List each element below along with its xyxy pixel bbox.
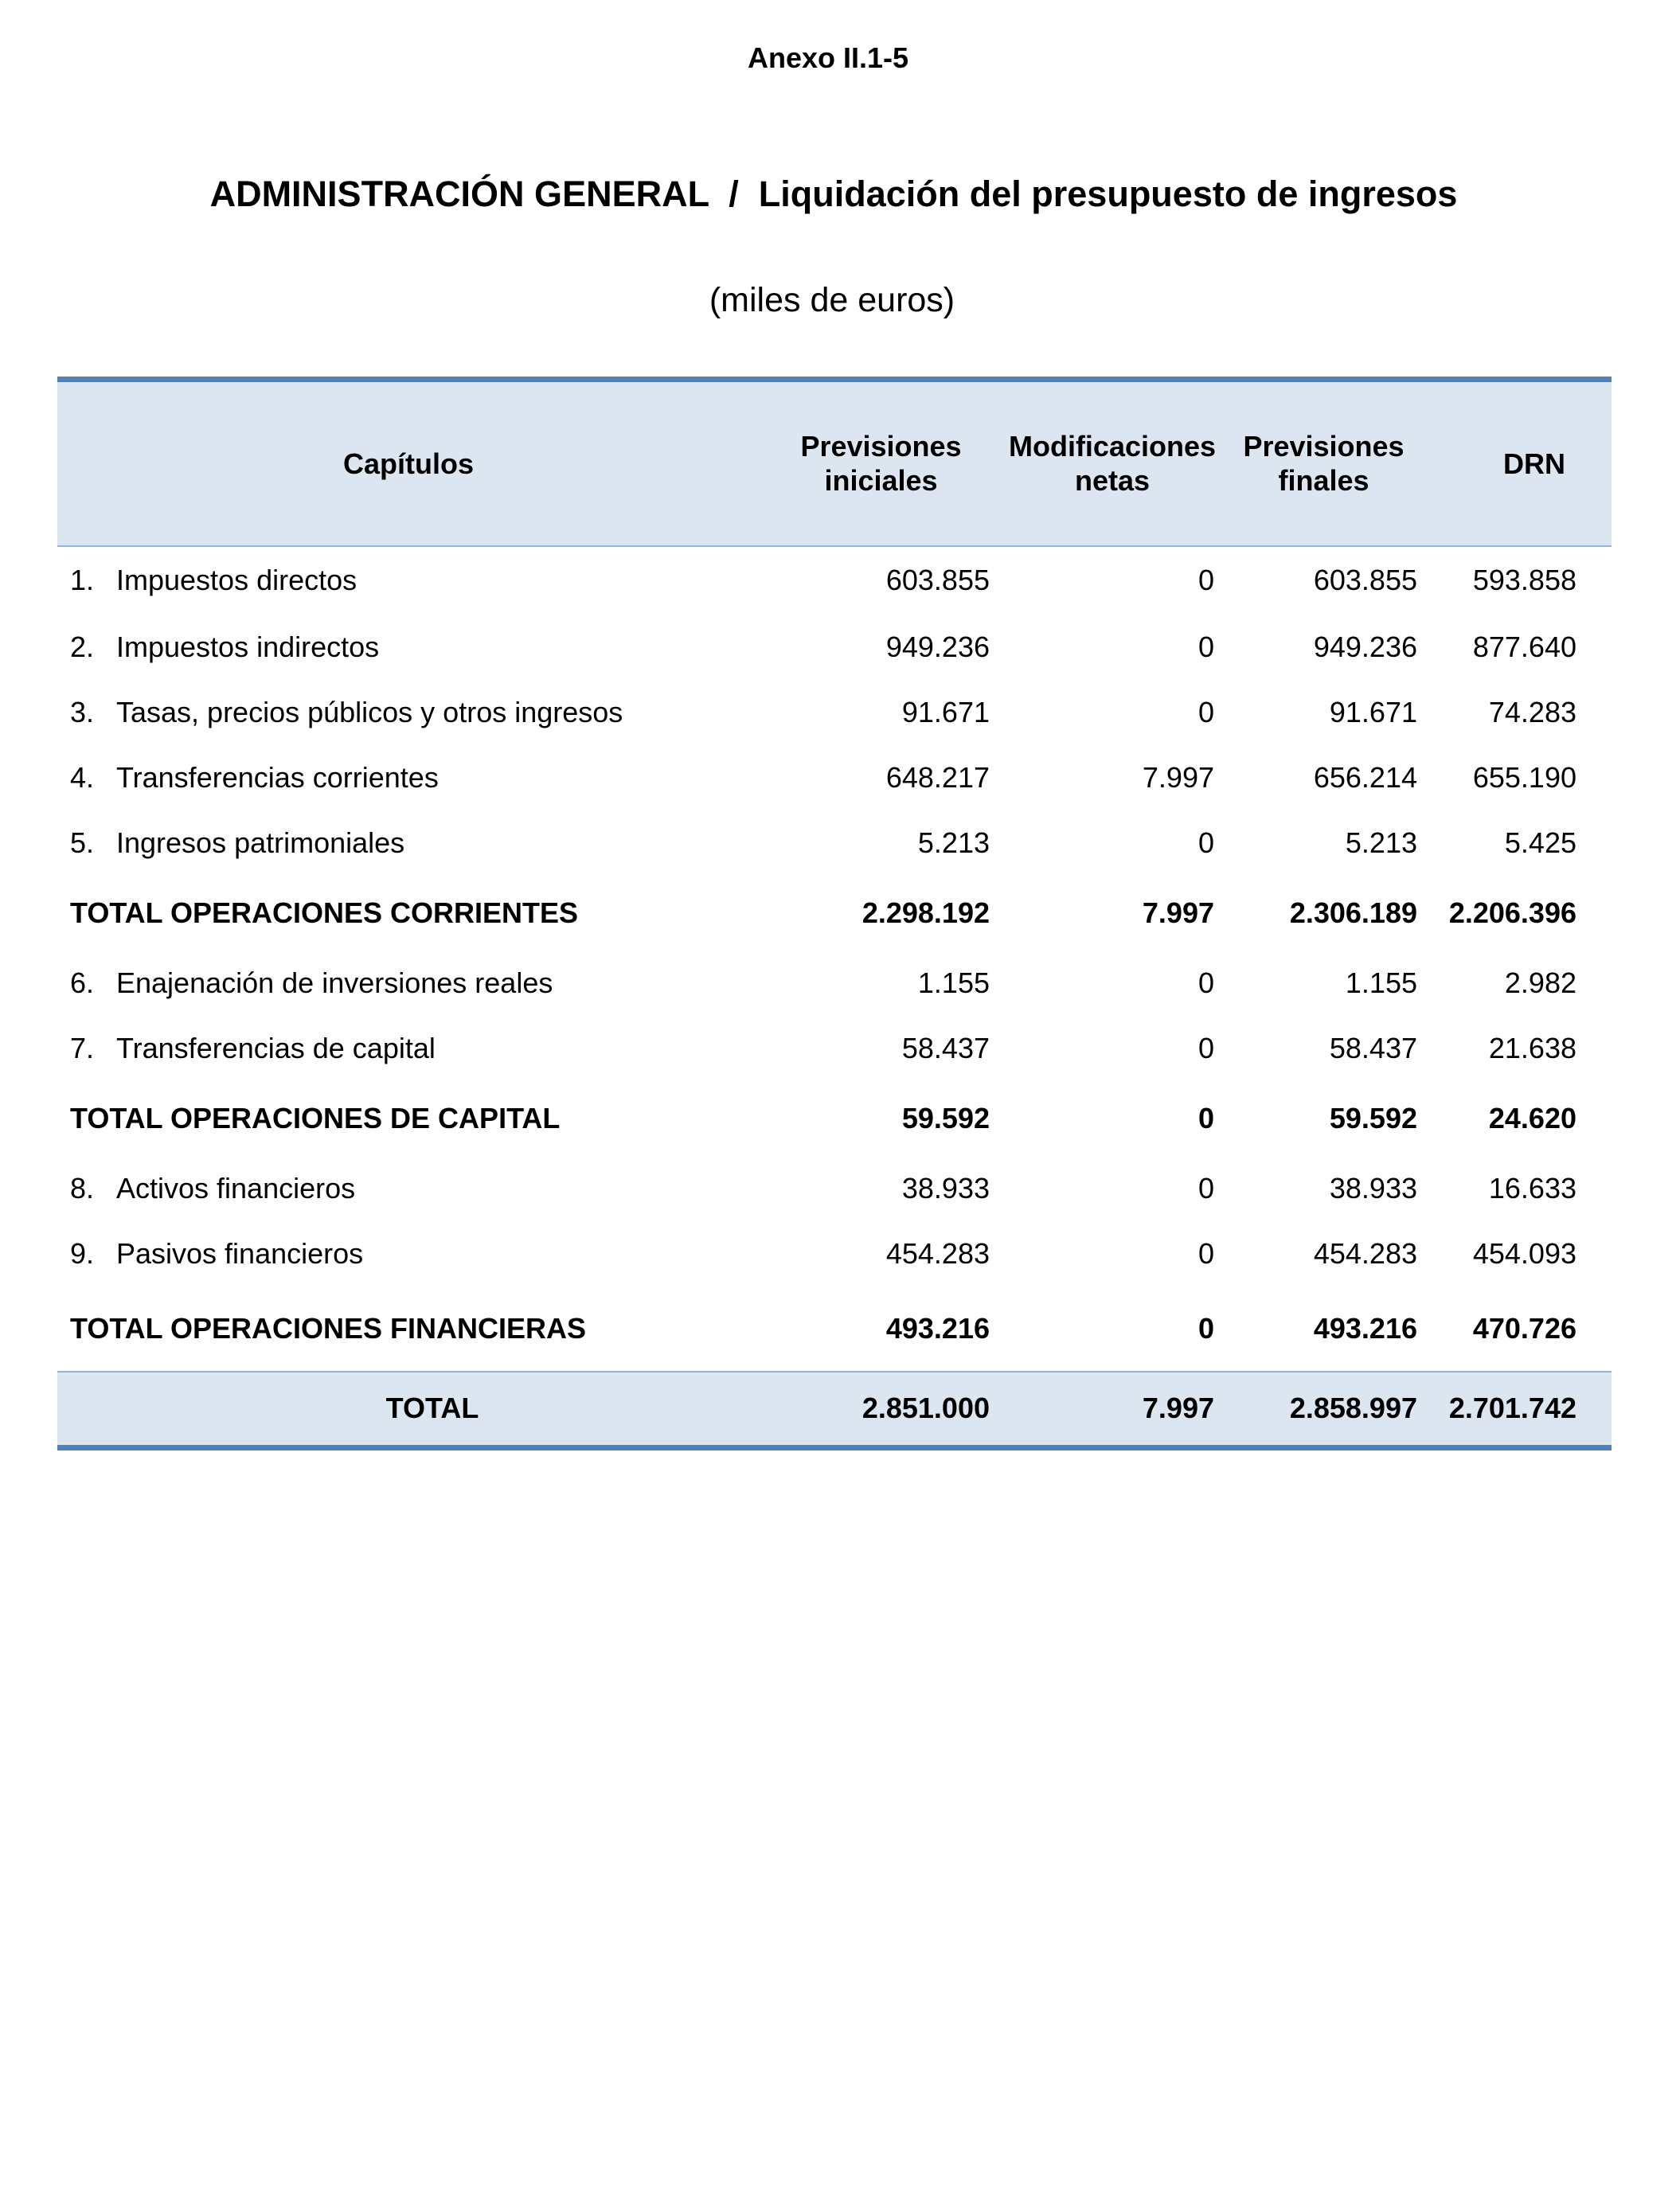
cell-net-modifications: 0 — [1197, 1236, 1214, 1270]
table-row — [57, 1156, 1612, 1221]
header-initial-forecast-line2: iniciales — [824, 464, 938, 498]
header-final-forecast-line1: Previsiones — [1243, 430, 1405, 463]
cell-net-modifications: 7.997 — [1142, 896, 1214, 929]
cell-final-forecast: 91.671 — [1329, 695, 1417, 728]
cell-drn: 21.638 — [1488, 1031, 1576, 1064]
cell-final-forecast: 949.236 — [1313, 630, 1417, 663]
cell-final-forecast: 603.855 — [1313, 564, 1417, 596]
subtotal-row-financial-operations — [57, 1287, 1612, 1372]
cell-initial-forecast: 648.217 — [885, 760, 990, 794]
row-label: Transferencias de capital — [116, 1031, 436, 1064]
header-net-modifications-line2: netas — [1074, 464, 1151, 498]
row-label-cell — [57, 1016, 760, 1081]
row-number: 7. — [70, 1031, 95, 1064]
subtotal-row-current-operations — [57, 876, 1612, 951]
cell-drn: 24.620 — [1488, 1101, 1576, 1134]
cell-drn: 470.726 — [1472, 1311, 1576, 1345]
cell-net-modifications: 0 — [1197, 564, 1214, 596]
cell-net-modifications: 0 — [1197, 826, 1214, 859]
cell-final-forecast: 656.214 — [1313, 760, 1417, 794]
table-row — [57, 615, 1612, 680]
header-final-forecast — [1222, 380, 1425, 546]
total-drn: 2.701.742 — [1425, 1372, 1612, 1448]
row-label-cell — [57, 951, 760, 1016]
cell-initial-forecast: 5.213 — [917, 826, 990, 859]
row-label-cell — [57, 745, 760, 810]
header-final-forecast-line2: finales — [1278, 464, 1369, 498]
header-chapters — [57, 380, 760, 546]
cell-drn: 2.206.396 — [1448, 896, 1576, 929]
cell-net-modifications: 0 — [1197, 1311, 1214, 1345]
units-subtitle: (miles de euros) — [709, 281, 955, 319]
cell-drn: 877.640 — [1472, 630, 1576, 663]
header-chapters-label: Capítulos — [342, 447, 474, 480]
cell-initial-forecast: 949.236 — [885, 630, 990, 663]
cell-final-forecast: 1.155 — [1345, 966, 1417, 999]
cell-net-modifications: 0 — [1197, 1171, 1214, 1205]
cell-initial-forecast: 493.216 — [885, 1311, 990, 1345]
row-label-cell — [57, 546, 760, 615]
row-label: Impuestos indirectos — [116, 630, 380, 663]
row-label-cell — [57, 615, 760, 680]
total-final-forecast: 2.858.997 — [1222, 1372, 1425, 1448]
table-row — [57, 680, 1612, 745]
row-label: Pasivos financieros — [116, 1236, 364, 1270]
cell-drn: 74.283 — [1488, 695, 1576, 728]
row-label-cell — [57, 1156, 760, 1221]
row-label: Enajenación de inversiones reales — [116, 966, 553, 999]
cell-initial-forecast: 1.155 — [917, 966, 990, 999]
cell-final-forecast: 454.283 — [1313, 1236, 1417, 1270]
subtotal-row-capital-operations — [57, 1081, 1612, 1156]
subtotal-label: TOTAL OPERACIONES FINANCIERAS — [70, 1311, 587, 1345]
row-number: 1. — [70, 564, 95, 596]
table-row — [57, 745, 1612, 810]
table-footer — [57, 1372, 1612, 1448]
header-initial-forecast-line1: Previsiones — [800, 430, 962, 463]
row-number: 9. — [70, 1236, 95, 1270]
row-number: 4. — [70, 760, 95, 794]
cell-final-forecast: 38.933 — [1329, 1171, 1417, 1205]
cell-net-modifications: 0 — [1197, 1031, 1214, 1064]
cell-initial-forecast: 38.933 — [901, 1171, 990, 1205]
cell-net-modifications: 7.997 — [1142, 760, 1214, 794]
cell-initial-forecast: 58.437 — [901, 1031, 990, 1064]
header-drn-label: DRN — [1503, 447, 1565, 480]
page-title: ADMINISTRACIÓN GENERAL / Liquidación del presupuesto de ingresos — [209, 174, 1458, 214]
revenue-budget-table — [57, 377, 1612, 1451]
cell-drn: 16.633 — [1488, 1171, 1576, 1205]
subtotal-label: TOTAL OPERACIONES CORRIENTES — [70, 896, 579, 929]
table-body — [57, 546, 1612, 1372]
cell-initial-forecast: 59.592 — [901, 1101, 990, 1134]
row-label: Impuestos directos — [116, 564, 357, 596]
cell-final-forecast: 58.437 — [1329, 1031, 1417, 1064]
row-number: 5. — [70, 826, 95, 859]
row-number: 3. — [70, 695, 95, 728]
cell-initial-forecast: 2.298.192 — [861, 896, 990, 929]
cell-final-forecast: 2.306.189 — [1289, 896, 1417, 929]
row-label: Transferencias corrientes — [116, 760, 439, 794]
row-number: 6. — [70, 966, 95, 999]
header-drn — [1425, 380, 1612, 546]
header-row — [57, 380, 1612, 546]
row-label: Tasas, precios públicos y otros ingresos — [116, 695, 623, 728]
cell-final-forecast: 5.213 — [1345, 826, 1417, 859]
row-number: 8. — [70, 1171, 95, 1205]
cell-net-modifications: 0 — [1197, 1101, 1214, 1134]
cell-net-modifications: 0 — [1197, 695, 1214, 728]
cell-net-modifications: 0 — [1197, 966, 1214, 999]
row-label: Ingresos patrimoniales — [116, 826, 405, 859]
cell-initial-forecast: 91.671 — [901, 695, 990, 728]
row-label-cell — [57, 810, 760, 876]
cell-net-modifications: 0 — [1197, 630, 1214, 663]
cell-drn: 454.093 — [1472, 1236, 1576, 1270]
cell-drn: 593.858 — [1472, 564, 1576, 596]
total-net-modifications: 7.997 — [1002, 1372, 1222, 1448]
table-row — [57, 951, 1612, 1016]
total-initial-forecast: 2.851.000 — [760, 1372, 1002, 1448]
table-header — [57, 380, 1612, 546]
row-label-cell — [57, 1221, 760, 1287]
grand-total-label: TOTAL — [57, 1372, 760, 1448]
cell-initial-forecast: 454.283 — [885, 1236, 990, 1270]
cell-final-forecast: 493.216 — [1313, 1311, 1417, 1345]
row-label: Activos financieros — [116, 1171, 356, 1205]
table-row — [57, 810, 1612, 876]
table-row — [57, 546, 1612, 615]
cell-drn: 2.982 — [1504, 966, 1576, 999]
annex-label: Anexo II.1-5 — [747, 41, 909, 74]
header-initial-forecast — [760, 380, 1002, 546]
grand-total-row — [57, 1372, 1612, 1448]
header-net-modifications — [1002, 380, 1222, 546]
cell-initial-forecast: 603.855 — [885, 564, 990, 596]
cell-drn: 5.425 — [1504, 826, 1576, 859]
subtotal-label: TOTAL OPERACIONES DE CAPITAL — [70, 1101, 561, 1134]
row-label-cell — [57, 680, 760, 745]
cell-final-forecast: 59.592 — [1329, 1101, 1417, 1134]
table-row — [57, 1221, 1612, 1287]
header-net-modifications-line1: Modificaciones — [1008, 430, 1217, 463]
cell-drn: 655.190 — [1472, 760, 1576, 794]
table-row — [57, 1016, 1612, 1081]
row-number: 2. — [70, 630, 95, 663]
